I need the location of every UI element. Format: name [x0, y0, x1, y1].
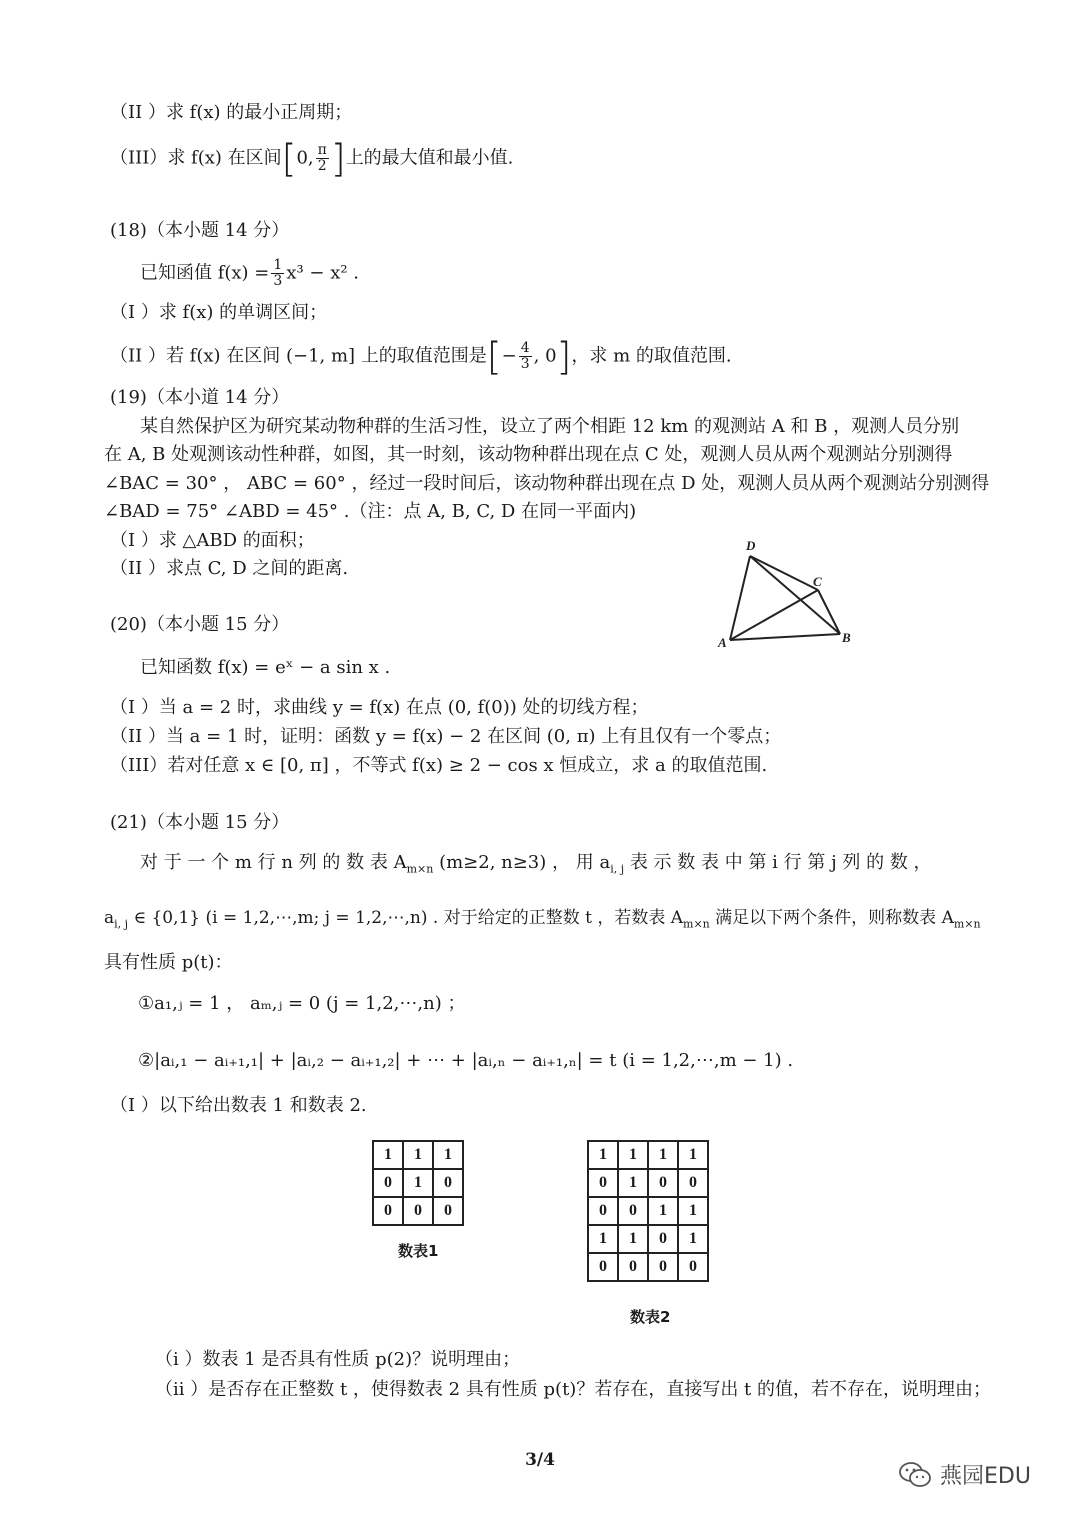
table-cell: 0 [678, 1169, 708, 1197]
q21-header: (21)（本小题 15 分） [110, 812, 290, 833]
watermark-text: 燕园EDU [940, 1464, 1031, 1489]
table-cell: 0 [373, 1169, 403, 1197]
table-row [588, 1253, 708, 1281]
label-b: B [842, 630, 851, 645]
table-cell: 0 [618, 1253, 648, 1281]
q18-part2: （II ）若 f(x) 在区间 (−1, m] 上的取值范围是[− $\frac{4}{3}$ , 0]，求 m 的取值范围. [110, 334, 732, 379]
segment-cb [818, 590, 840, 634]
table-cell: 0 [403, 1197, 433, 1225]
wechat-icon [898, 1461, 932, 1489]
table-row [373, 1197, 463, 1225]
table1-caption: 数表1 [398, 1242, 439, 1260]
table2-caption: 数表2 [630, 1308, 671, 1326]
table-cell: 0 [588, 1197, 618, 1225]
q21-intro2: $a_{i, j}$ ∈ {0,1} (i = 1,2,⋯,m; j = 1,2,⋯,n) . 对于给定的正整数 t ，若数表 $A_{m\times n}$ 满足以下两个条件，则称数表 $A_{m\times n}$ [104, 908, 981, 931]
q19-figure [700, 528, 870, 653]
table-cell: 1 [403, 1169, 433, 1197]
table-cell: 0 [588, 1253, 618, 1281]
table-cell: 1 [678, 1141, 708, 1169]
table-cell: 0 [648, 1253, 678, 1281]
page-number: 3/4 [525, 1450, 555, 1470]
q21-sub-i: （i ）数表 1 是否具有性质 p(2)？说明理由； [155, 1349, 521, 1370]
q18-given: 已知函值 f(x) = $\frac{1}{3}$ x³ − x² . [140, 257, 360, 289]
table-cell: 0 [618, 1197, 648, 1225]
q19-line2: 在 A, B 处观测该动性种群，如图，其一时刻，该动物种群出现在点 C 处，观测人员从两个观测站分别测得 [104, 444, 953, 465]
table-cell: 0 [373, 1197, 403, 1225]
table-cell: 0 [678, 1253, 708, 1281]
table-row [588, 1141, 708, 1169]
label-a: A [718, 635, 727, 650]
q19-part2: （II ）求点 C, D 之间的距离. [110, 558, 349, 579]
table-cell: 0 [433, 1197, 463, 1225]
q20-part2: （II ）当 a = 1 时，证明：函数 y = f(x) − 2 在区间 (0, π) 上有且仅有一个零点； [110, 726, 782, 747]
q21-part1: （I ）以下给出数表 1 和数表 2. [110, 1095, 367, 1116]
table-row [588, 1225, 708, 1253]
table-cell: 1 [588, 1141, 618, 1169]
q20-part1: （I ）当 a = 2 时，求曲线 y = f(x) 在点 (0, f(0)) 处的切线方程； [110, 697, 649, 718]
label-c: C [813, 574, 822, 589]
q21-cond2: ②|aᵢ,₁ − aᵢ₊₁,₁| + |aᵢ,₂ − aᵢ₊₁,₂| + ⋯ + |aᵢ,ₙ − aᵢ₊₁,ₙ| = t (i = 1,2,⋯,m − 1) . [138, 1050, 794, 1071]
segment-ac [730, 590, 818, 640]
q19-line3: ∠BAC = 30° ， ABC = 60° ，经过一段时间后，该动物种群出现在点 D 处，观测人员从两个观测站分别测得 [104, 473, 990, 494]
q19-part1: （I ）求 △ABD 的面积； [110, 530, 315, 551]
q18-header: (18)（本小题 14 分） [110, 220, 290, 241]
q18-part1: （I ）求 f(x) 的单调区间； [110, 302, 328, 323]
q20-part3: （III）若对任意 x ∈ [0, π] ，不等式 f(x) ≥ 2 − cos x 恒成立，求 a 的取值范围. [110, 755, 768, 776]
q20-given: 已知函数 f(x) = eˣ − a sin x . [140, 657, 391, 678]
table-cell: 1 [678, 1197, 708, 1225]
table-cell: 1 [433, 1141, 463, 1169]
segment-ab [730, 634, 840, 640]
segment-ad [730, 556, 750, 640]
table-cell: 1 [373, 1141, 403, 1169]
label-d: D [746, 538, 756, 553]
q21-intro3: 具有性质 p(t)： [104, 952, 233, 973]
q19-line1: 某自然保护区为研究某动物种群的生活习性，设立了两个相距 12 km 的观测站 A 和 B ，观测人员分别 [140, 416, 960, 437]
q19-line4: ∠BAD = 75° ∠ABD = 45° .（注：点 A, B, C, D 在同一平面内) [104, 501, 637, 522]
table-row [373, 1169, 463, 1197]
table-cell: 0 [588, 1169, 618, 1197]
q20-header: (20)（本小题 15 分） [110, 614, 290, 635]
q17-part3: （III）求 f(x) 在区间[0, $\frac{\pi}{2}$ ]上的最大值和最小值. [110, 136, 514, 181]
q21-cond1: ①a₁,ⱼ = 1 ， aₘ,ⱼ = 0 (j = 1,2,⋯,n) ； [138, 993, 466, 1014]
table-cell: 1 [678, 1225, 708, 1253]
number-table-1 [372, 1140, 464, 1226]
table-row [588, 1197, 708, 1225]
table-cell: 1 [648, 1141, 678, 1169]
table-cell: 1 [618, 1141, 648, 1169]
segment-db [750, 556, 840, 634]
table-cell: 1 [618, 1225, 648, 1253]
watermark [898, 1459, 1031, 1490]
table-cell: 1 [588, 1225, 618, 1253]
q17-part2: （II ）求 f(x) 的最小正周期； [110, 102, 353, 123]
table-cell: 1 [403, 1141, 433, 1169]
q19-figure-lines [730, 556, 840, 640]
q17-fraction: $\frac{\pi}{2}$ [317, 142, 327, 174]
q19-header: (19)（本小道 14 分） [110, 387, 290, 408]
number-table-2 [587, 1140, 709, 1282]
table-cell: 1 [618, 1169, 648, 1197]
q21-sub-ii: （ii ）是否存在正整数 t ，使得数表 2 具有性质 p(t)？若存在，直接写出 t 的值，若不存在，说明理由； [155, 1379, 992, 1400]
table-cell: 0 [648, 1225, 678, 1253]
table-cell: 0 [433, 1169, 463, 1197]
table-row [588, 1169, 708, 1197]
table-cell: 0 [648, 1169, 678, 1197]
table-cell: 1 [648, 1197, 678, 1225]
q21-intro1: 对 于 一 个 m 行 n 列 的 数 表 $A_{m\times n}$ (m≥2, n≥3) ， 用 $a_{i, j}$ 表 示 数 表 中 第 i 行 第 j 列 的 数 ， [140, 852, 932, 876]
table-row [373, 1141, 463, 1169]
